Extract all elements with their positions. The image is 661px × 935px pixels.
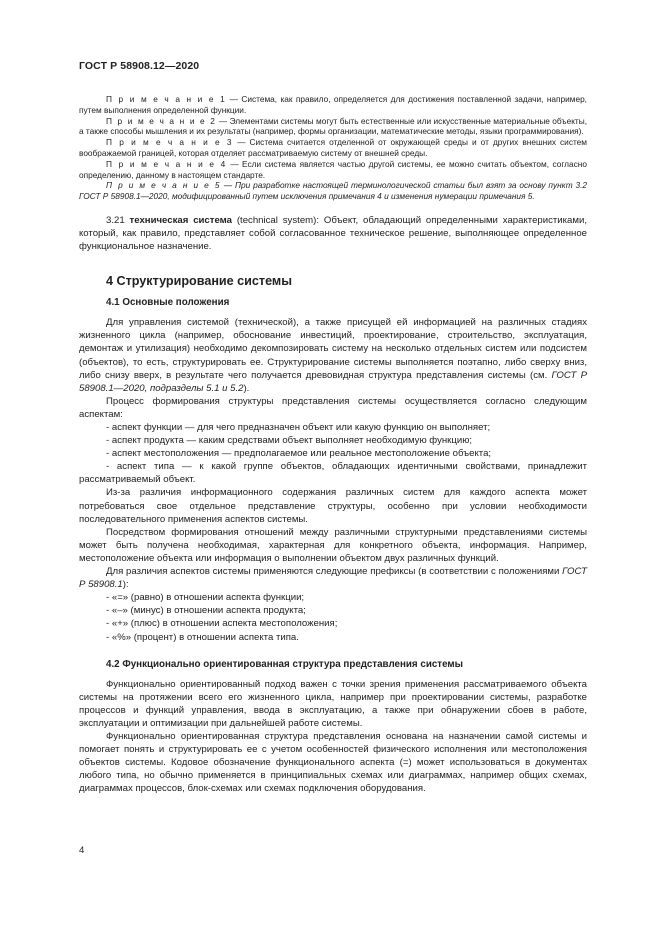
note-lead: П р и м е ч а н и е 5 xyxy=(106,180,222,191)
prefix-list-item: - «=» (равно) в отношении аспекта функции; xyxy=(106,592,305,604)
prefix-list-item: - «–» (минус) в отношении аспекта продукта; xyxy=(106,605,306,617)
note-text: — Элементами системы могут быть естественные или искусственные материальные объекты, а также способы мышления и их результаты (например, формы организации, математические методы, языки программирования). xyxy=(79,115,587,137)
aspect-list-item: - аспект продукта — каким средствами объект выполняет необходимую функцию; xyxy=(106,435,473,447)
note-text: — Если система является частью другой системы, ее можно считать объектом, согласно определению, данному в настоящем стандарте. xyxy=(79,158,587,180)
page-number: 4 xyxy=(79,845,85,856)
prefix-list-item: - «%» (процент) в отношении аспекта типа. xyxy=(106,631,299,643)
section-4-1-title: 4.1 Основные положения xyxy=(106,297,230,309)
aspect-list-item: - аспект местоположения — предполагаемое или реальное местоположение объекта; xyxy=(106,448,492,460)
note-lead: П р и м е ч а н и е 2 xyxy=(106,115,217,126)
section-4-title: 4 Структурирование системы xyxy=(106,274,292,289)
paragraph-text: Для управления системой (технической), а также присущей ей информацией на различных стадиях жизненного цикла (например, обоснование инвестиций, проектирование, строительство, эксплуатация, демонтаж и утилизация) необходимо декомпозировать систему на несколько отдельных систем или подсистем (объектов), то есть, структурировать ее. Структурирование системы выполняется поэтапно, либо сверху вниз, либо снизу вверх, в результате чего получается древовидная структура представления системы (см. xyxy=(79,317,587,381)
note-text: — Система, как правило, определяется для достижения поставленной задачи, например, путем выполнения определенной функции. xyxy=(79,94,587,115)
note-lead: П р и м е ч а н и е 4 xyxy=(106,158,227,169)
section-4-1-paragraph-5 xyxy=(79,565,587,591)
term-3-21 xyxy=(79,214,587,253)
note-2 xyxy=(79,116,587,138)
section-4-2-paragraph-1: Функционально ориентированный подход важен с точки зрения применения рассматриваемого объекта системы на протяжении всего его жизненного цикла, например при проектировании системы, разработке процессов и функций управления, ввода в эксплуатацию, а также при обнаружении сбоев в работе, эксплуатации и оптимизации при дальнейшей работе системы. xyxy=(79,678,587,729)
section-4-1-paragraph-4: Посредством формирования отношений между различными структурными представлениями системы может быть получена необходимая, характерная для конкретного объекта, информация. Например, местоположение объекта или информация о выполнении объектом двух различных функций. xyxy=(79,526,587,564)
paragraph-text: ): xyxy=(122,579,129,591)
note-5 xyxy=(79,180,587,202)
aspect-list-item: - аспект функции — для чего предназначен объект или какую функцию он выполняет; xyxy=(106,422,491,433)
page-content xyxy=(79,94,587,795)
note-text: — Система считается отделенной от окружающей среды и от других внешних систем воображаемой границей, которая отделяет рассматриваемую систему от внешней среды. xyxy=(79,137,587,158)
section-4-1-paragraph-3: Из-за различия информационного содержания различных систем для каждого аспекта может потребоваться свое отдельное представление структуры, особенно при условии необходимости последовательного применения аспектов системы. xyxy=(79,487,587,525)
paragraph-text: Для различия аспектов системы применяются следующие префиксы (в соответствии с положениями xyxy=(106,566,563,578)
section-4-1-paragraph-2: Процесс формирования структуры представления системы осуществляется согласно следующим аспектам: xyxy=(79,395,587,420)
note-4 xyxy=(79,159,587,181)
note-lead: П р и м е ч а н и е 1 xyxy=(106,94,227,104)
note-lead: П р и м е ч а н и е 3 xyxy=(106,137,234,148)
note-text: — При разработке настоящей терминологической статьи был взят за основу пункт 3.2 ГОСТ Р 58908.1—2020, модифицированный путем исключения примечания 4 и изменения нумерации примечания 5. xyxy=(79,180,587,202)
aspect-list-item: - аспект типа — к какой группе объектов, обладающих идентичными свойствами, принадлежит рассматриваемый объект. xyxy=(79,461,587,486)
prefix-list-item: - «+» (плюс) в отношении аспекта местоположения; xyxy=(106,618,338,630)
section-4-2-paragraph-2: Функционально ориентированная структура представления основана на назначении самой системы и помогает понять и структурировать ее с учетом особенностей физического исполнения или местоположения объектов системы. Кодовое обозначение функционального аспекта (=) может использоваться в документах любого типа, но обычно применяется в принципиальных схемах или диаграммах, например общих схемах, диаграммах процессов, блок-схемах или схемах подключения оборудования. xyxy=(79,730,587,795)
section-4-1-paragraph-1 xyxy=(79,316,587,395)
standard-reference: ГОСТ Р 58908.1—2020, подразделы 5.1 и 5.2 xyxy=(79,369,587,394)
term-number: 3.21 xyxy=(106,214,130,226)
note-1 xyxy=(79,94,587,116)
document-header: ГОСТ Р 58908.12—2020 xyxy=(79,60,200,72)
term-definition: (technical system): Объект, обладающий определенными характеристиками, который, как правило, представляет собой согласованное техническое решение, выполняющее определенное функциональное назначение. xyxy=(79,214,588,253)
standard-reference: ГОСТ Р 58908.1 xyxy=(79,566,587,591)
term-title: техническая система xyxy=(129,214,232,226)
paragraph-text: ). xyxy=(243,382,250,394)
section-4-2-title: 4.2 Функционально ориентированная структура представления системы xyxy=(106,658,464,670)
note-3 xyxy=(79,137,587,159)
